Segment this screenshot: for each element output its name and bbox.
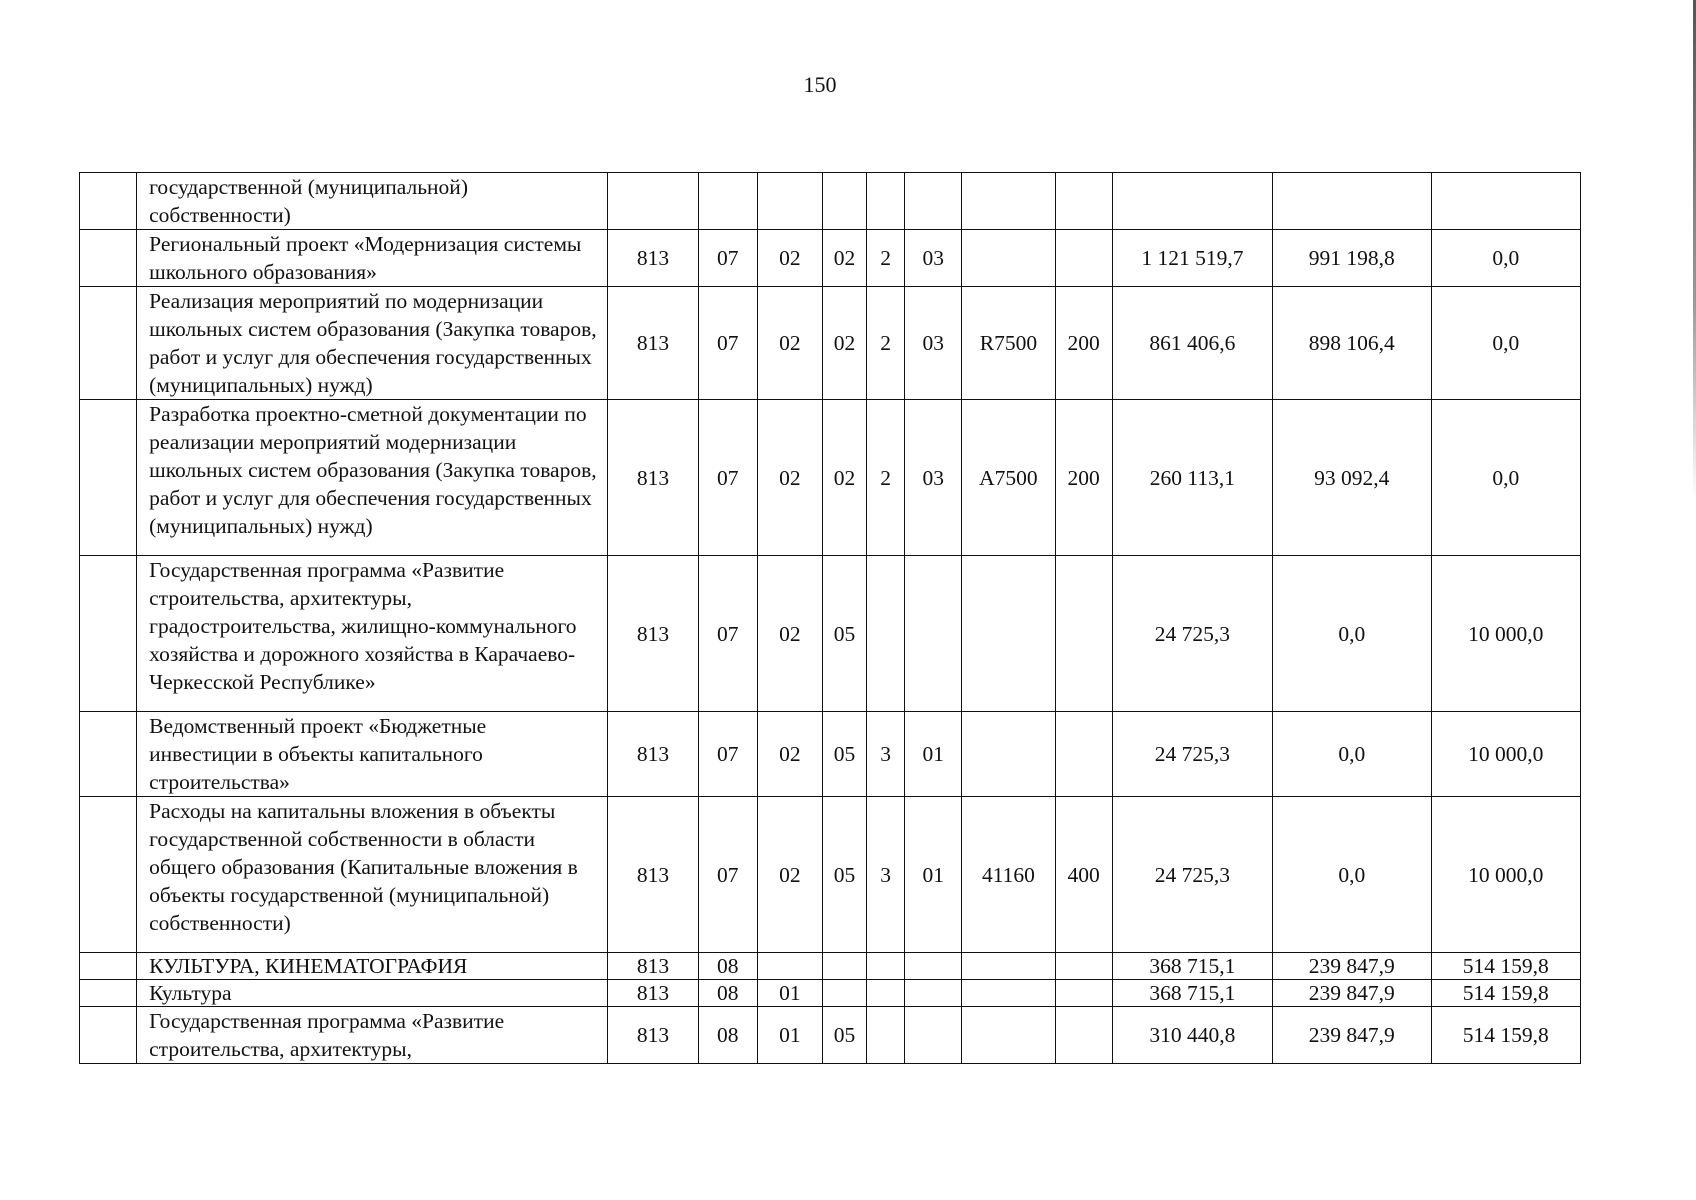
section-code-cell: 07 [698, 230, 757, 287]
main-activity-code-cell [905, 1007, 962, 1064]
amount-3-cell: 10 000,0 [1431, 556, 1580, 712]
table-row [80, 712, 1581, 797]
section-code-cell: 07 [698, 287, 757, 400]
row-number-cell [80, 556, 137, 712]
subprogram-code-cell: 2 [867, 230, 905, 287]
page-number: 150 [803, 72, 837, 97]
main-activity-code-cell: 01 [905, 712, 962, 797]
expense-type-code-cell: 200 [1055, 287, 1112, 400]
subprogram-code-cell: 2 [867, 287, 905, 400]
row-name-cell: Культура [137, 980, 608, 1007]
row-name-cell: Разработка проектно-сметной документации по реализации мероприятий модернизации школьных систем образования (Закупка товаров, работ и услуг для обеспечения государственных (муниципальных) нужд) [137, 400, 608, 556]
expense-direction-code-cell: R7500 [962, 287, 1055, 400]
row-number-cell [80, 980, 137, 1007]
amount-2-cell: 0,0 [1273, 797, 1431, 953]
subprogram-code-cell: 3 [867, 712, 905, 797]
main-activity-code-cell [905, 173, 962, 230]
row-number-cell [80, 953, 137, 980]
table-row [80, 287, 1581, 400]
expense-type-code-cell [1055, 173, 1112, 230]
subsection-code-cell: 02 [757, 556, 822, 712]
ministry-code-cell: 813 [608, 556, 698, 712]
section-code-cell: 07 [698, 712, 757, 797]
amount-3-cell: 0,0 [1431, 287, 1580, 400]
row-number-cell [80, 230, 137, 287]
ministry-code-cell: 813 [608, 230, 698, 287]
expense-direction-code-cell [962, 1007, 1055, 1064]
expense-type-code-cell [1055, 712, 1112, 797]
expense-type-code-cell: 400 [1055, 797, 1112, 953]
section-code-cell [698, 173, 757, 230]
section-code-cell: 08 [698, 1007, 757, 1064]
program-code-cell: 02 [822, 400, 866, 556]
subprogram-code-cell [867, 953, 905, 980]
amount-2-cell: 239 847,9 [1273, 953, 1431, 980]
main-activity-code-cell [905, 953, 962, 980]
subsection-code-cell [757, 173, 822, 230]
ministry-code-cell: 813 [608, 400, 698, 556]
expense-direction-code-cell [962, 980, 1055, 1007]
table-row [80, 400, 1581, 556]
amount-1-cell: 24 725,3 [1112, 556, 1272, 712]
amount-3-cell: 10 000,0 [1431, 712, 1580, 797]
main-activity-code-cell: 01 [905, 797, 962, 953]
program-code-cell: 05 [822, 797, 866, 953]
main-activity-code-cell [905, 556, 962, 712]
expense-direction-code-cell: 41160 [962, 797, 1055, 953]
amount-3-cell: 514 159,8 [1431, 953, 1580, 980]
amount-2-cell: 239 847,9 [1273, 1007, 1431, 1064]
amount-2-cell: 0,0 [1273, 712, 1431, 797]
amount-3-cell: 514 159,8 [1431, 1007, 1580, 1064]
table-row [80, 1007, 1581, 1064]
amount-3-cell: 514 159,8 [1431, 980, 1580, 1007]
subsection-code-cell: 02 [757, 712, 822, 797]
amount-1-cell: 1 121 519,7 [1112, 230, 1272, 287]
subsection-code-cell: 01 [757, 1007, 822, 1064]
ministry-code-cell [608, 173, 698, 230]
row-number-cell [80, 712, 137, 797]
main-activity-code-cell: 03 [905, 230, 962, 287]
row-number-cell [80, 400, 137, 556]
ministry-code-cell: 813 [608, 797, 698, 953]
expense-direction-code-cell [962, 712, 1055, 797]
ministry-code-cell: 813 [608, 980, 698, 1007]
subsection-code-cell: 01 [757, 980, 822, 1007]
amount-1-cell: 310 440,8 [1112, 1007, 1272, 1064]
amount-1-cell: 24 725,3 [1112, 797, 1272, 953]
program-code-cell: 05 [822, 712, 866, 797]
subsection-code-cell: 02 [757, 400, 822, 556]
amount-1-cell: 260 113,1 [1112, 400, 1272, 556]
amount-2-cell: 93 092,4 [1273, 400, 1431, 556]
subsection-code-cell: 02 [757, 797, 822, 953]
table-row [80, 980, 1581, 1007]
expense-type-code-cell [1055, 230, 1112, 287]
section-code-cell: 07 [698, 556, 757, 712]
expense-type-code-cell [1055, 953, 1112, 980]
row-number-cell [80, 797, 137, 953]
amount-1-cell: 24 725,3 [1112, 712, 1272, 797]
expense-type-code-cell [1055, 1007, 1112, 1064]
program-code-cell [822, 980, 866, 1007]
amount-2-cell [1273, 173, 1431, 230]
table-row [80, 953, 1581, 980]
expense-direction-code-cell [962, 953, 1055, 980]
row-number-cell [80, 287, 137, 400]
amount-2-cell: 0,0 [1273, 556, 1431, 712]
main-activity-code-cell: 03 [905, 400, 962, 556]
amount-2-cell: 991 198,8 [1273, 230, 1431, 287]
expense-direction-code-cell [962, 173, 1055, 230]
amount-1-cell: 368 715,1 [1112, 980, 1272, 1007]
expense-direction-code-cell: А7500 [962, 400, 1055, 556]
budget-table [79, 172, 1581, 1064]
subsection-code-cell [757, 953, 822, 980]
subsection-code-cell: 02 [757, 287, 822, 400]
ministry-code-cell: 813 [608, 287, 698, 400]
amount-2-cell: 239 847,9 [1273, 980, 1431, 1007]
section-code-cell: 07 [698, 400, 757, 556]
table-row [80, 797, 1581, 953]
section-code-cell: 08 [698, 953, 757, 980]
row-name-cell: КУЛЬТУРА, КИНЕМАТОГРАФИЯ [137, 953, 608, 980]
subprogram-code-cell: 2 [867, 400, 905, 556]
section-code-cell: 08 [698, 980, 757, 1007]
row-name-cell: Расходы на капитальны вложения в объекты государственной собственности в области общего образования (Капитальные вложения в объекты государственной (муниципальной) собственности) [137, 797, 608, 953]
expense-direction-code-cell [962, 556, 1055, 712]
subsection-code-cell: 02 [757, 230, 822, 287]
subprogram-code-cell [867, 173, 905, 230]
amount-3-cell: 0,0 [1431, 400, 1580, 556]
row-name-cell: Государственная программа «Развитие строительства, архитектуры, [137, 1007, 608, 1064]
table-row [80, 556, 1581, 712]
amount-3-cell: 10 000,0 [1431, 797, 1580, 953]
amount-3-cell: 0,0 [1431, 230, 1580, 287]
expense-direction-code-cell [962, 230, 1055, 287]
table-row [80, 173, 1581, 230]
program-code-cell: 05 [822, 556, 866, 712]
table-body [80, 173, 1581, 1064]
row-name-cell: Государственная программа «Развитие строительства, архитектуры, градостроительства, жилищно-коммунального хозяйства и дорожного хозяйства в Карачаево-Черкесской Республике» [137, 556, 608, 712]
subprogram-code-cell [867, 1007, 905, 1064]
program-code-cell: 02 [822, 230, 866, 287]
subprogram-code-cell [867, 980, 905, 1007]
row-number-cell [80, 173, 137, 230]
program-code-cell: 02 [822, 287, 866, 400]
amount-1-cell: 368 715,1 [1112, 953, 1272, 980]
main-activity-code-cell [905, 980, 962, 1007]
ministry-code-cell: 813 [608, 1007, 698, 1064]
row-number-cell [80, 1007, 137, 1064]
subprogram-code-cell [867, 556, 905, 712]
program-code-cell [822, 953, 866, 980]
program-code-cell [822, 173, 866, 230]
amount-1-cell [1112, 173, 1272, 230]
expense-type-code-cell [1055, 980, 1112, 1007]
table-row [80, 230, 1581, 287]
row-name-cell: Региональный проект «Модернизация системы школьного образования» [137, 230, 608, 287]
row-name-cell: Ведомственный проект «Бюджетные инвестиции в объекты капитального строительства» [137, 712, 608, 797]
ministry-code-cell: 813 [608, 712, 698, 797]
expense-type-code-cell [1055, 556, 1112, 712]
row-name-cell: государственной (муниципальной) собственности) [137, 173, 608, 230]
ministry-code-cell: 813 [608, 953, 698, 980]
program-code-cell: 05 [822, 1007, 866, 1064]
amount-3-cell [1431, 173, 1580, 230]
main-activity-code-cell: 03 [905, 287, 962, 400]
subprogram-code-cell: 3 [867, 797, 905, 953]
amount-2-cell: 898 106,4 [1273, 287, 1431, 400]
section-code-cell: 07 [698, 797, 757, 953]
expense-type-code-cell: 200 [1055, 400, 1112, 556]
amount-1-cell: 861 406,6 [1112, 287, 1272, 400]
row-name-cell: Реализация мероприятий по модернизации школьных систем образования (Закупка товаров, работ и услуг для обеспечения государственных (муниципальных) нужд) [137, 287, 608, 400]
